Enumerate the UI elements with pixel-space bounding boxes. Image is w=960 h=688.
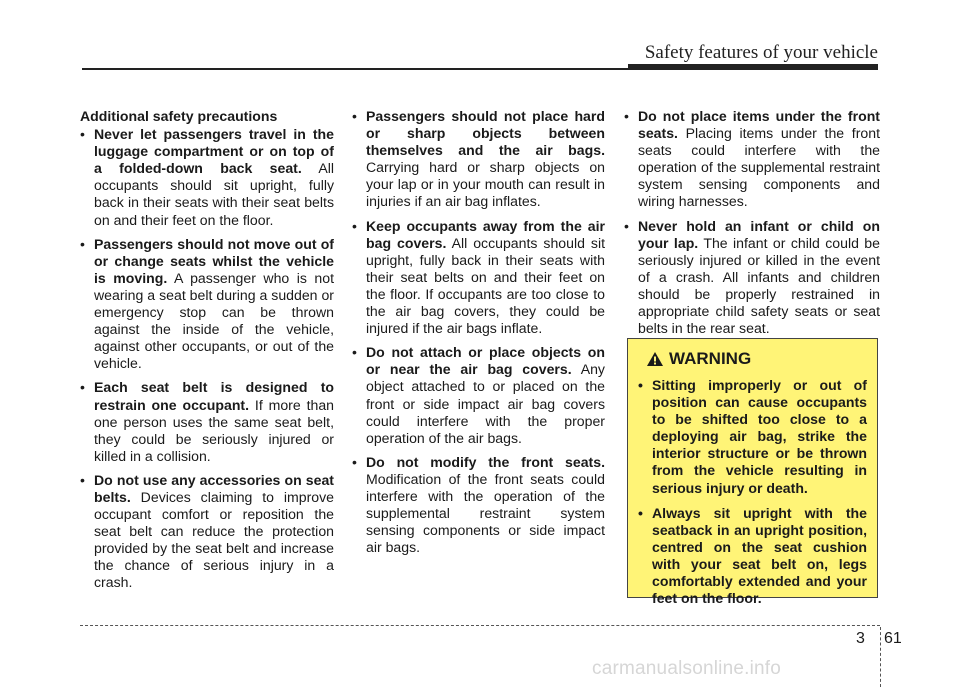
list-item xyxy=(80,472,334,592)
item-bold: Passengers should not move out of or change seats whilst the vehicle is moving. xyxy=(94,235,334,286)
item-text: The infant or child could be seriously injured or killed in the event of a crash. All infants and children should be properly restrained in appropriate child safety seats or seat belts in the rear seat. xyxy=(638,234,880,337)
item-text: Carrying hard or sharp objects on your lap or in your mouth can result in injuries if an air bag inflates. xyxy=(366,159,605,210)
warning-triangle-icon xyxy=(646,351,664,367)
watermark: carmanualsonline.info xyxy=(592,658,782,679)
item-text: Modification of the front seats could interfere with the operation of the supplemental restraint system sensing components or side impact air bags. xyxy=(366,470,605,556)
list-item xyxy=(80,379,334,464)
bullet-icon: • xyxy=(638,377,643,393)
header-title: Safety features of your vehicle xyxy=(644,42,878,63)
list-item xyxy=(352,344,605,447)
item-text: Placing items under the front seats could interfere with the operation of the supplemental restraint system sensing components and wiring harnesses. xyxy=(638,125,880,210)
item-bold: Passengers should not place hard or sharp objects between themselves and the air bags. xyxy=(366,108,605,159)
header-rule xyxy=(82,68,878,70)
warning-box xyxy=(627,338,878,607)
list-item xyxy=(624,218,880,338)
list-item xyxy=(352,454,605,557)
column-3 xyxy=(624,108,880,344)
list-item xyxy=(80,126,334,229)
item-text: All occupants should sit upright, fully back in their seats with their seat belts on and their feet on the floor. xyxy=(94,160,334,228)
item-bold: Each seat belt is designed to restrain one occupant. xyxy=(94,379,334,413)
bullet-icon: • xyxy=(352,108,357,124)
column-2 xyxy=(352,108,605,563)
warning-title xyxy=(638,349,867,369)
item-bold: Never hold an infant or child on your lap. xyxy=(638,217,880,251)
page-number: 61 xyxy=(884,630,902,647)
footer-divider xyxy=(880,627,881,687)
chapter-number: 3 xyxy=(856,630,865,647)
bullet-icon: • xyxy=(352,217,357,234)
section-heading: Additional safety precautions xyxy=(80,108,278,124)
bullet-icon: • xyxy=(352,344,357,361)
item-bold: Keep occupants away from the air bag covers. xyxy=(366,217,605,251)
bullet-icon: • xyxy=(80,235,85,252)
warning-title-text: WARNING xyxy=(669,349,752,368)
item-text: Devices claiming to improve occupant comfort or reposition the seat belt can reduce the protection provided by the seat belt and increase the chance of serious injury in a crash. xyxy=(94,488,334,591)
list-item xyxy=(624,108,880,211)
bullet-icon: • xyxy=(638,504,643,521)
item-bold: Do not attach or place objects on or near the air bag covers. xyxy=(366,344,605,378)
item-bold: Do not use any accessories on seat belts. xyxy=(94,471,334,505)
footer-rule xyxy=(80,625,880,626)
item-bold: Never let passengers travel in the luggage compartment or on top of a folded-down back seat. xyxy=(94,126,334,177)
bullet-icon: • xyxy=(80,126,85,143)
bullet-icon: • xyxy=(624,217,629,234)
list-item xyxy=(352,218,605,338)
item-text: All occupants should sit upright, fully back in their seats with their seat belts on and their feet on the floor. If occupants are too close to the air bag covers, they could be injured if the air bags inflate. xyxy=(366,234,605,337)
bullet-icon: • xyxy=(352,453,357,470)
list-item xyxy=(80,236,334,373)
item-text: If more than one person uses the same seat belt, they could be seriously injured or killed in a collision. xyxy=(94,396,334,464)
item-text: Any object attached to or placed on the front or side impact air bag covers could interfere with the proper operation of the air bags. xyxy=(366,361,605,446)
warning-item-text: Always sit upright with the seatback in an upright position, centred on the seat cushion with your seat belt on, legs comfortably extended and your feet on the floor. xyxy=(652,504,867,607)
warning-item-text: Sitting improperly or out of position can cause occupants to be shifted too close to a deploying air bag, strike the interior structure or be thrown from the vehicle resulting in serious injury or death. xyxy=(652,377,867,496)
list-item xyxy=(352,108,605,211)
item-bold: Do not modify the front seats. xyxy=(366,453,605,470)
bullet-icon: • xyxy=(80,471,85,488)
item-bold: Do not place items under the front seats. xyxy=(638,108,880,142)
column-1 xyxy=(80,108,334,599)
warning-item xyxy=(638,505,867,608)
warning-item xyxy=(638,377,867,497)
item-text: A passenger who is not wearing a seat belt during a sudden or emergency stop can be thrown against the inside of the vehicle, against other occupants, or out of the vehicle. xyxy=(94,269,334,372)
bullet-icon: • xyxy=(624,108,629,124)
bullet-icon: • xyxy=(80,379,85,396)
